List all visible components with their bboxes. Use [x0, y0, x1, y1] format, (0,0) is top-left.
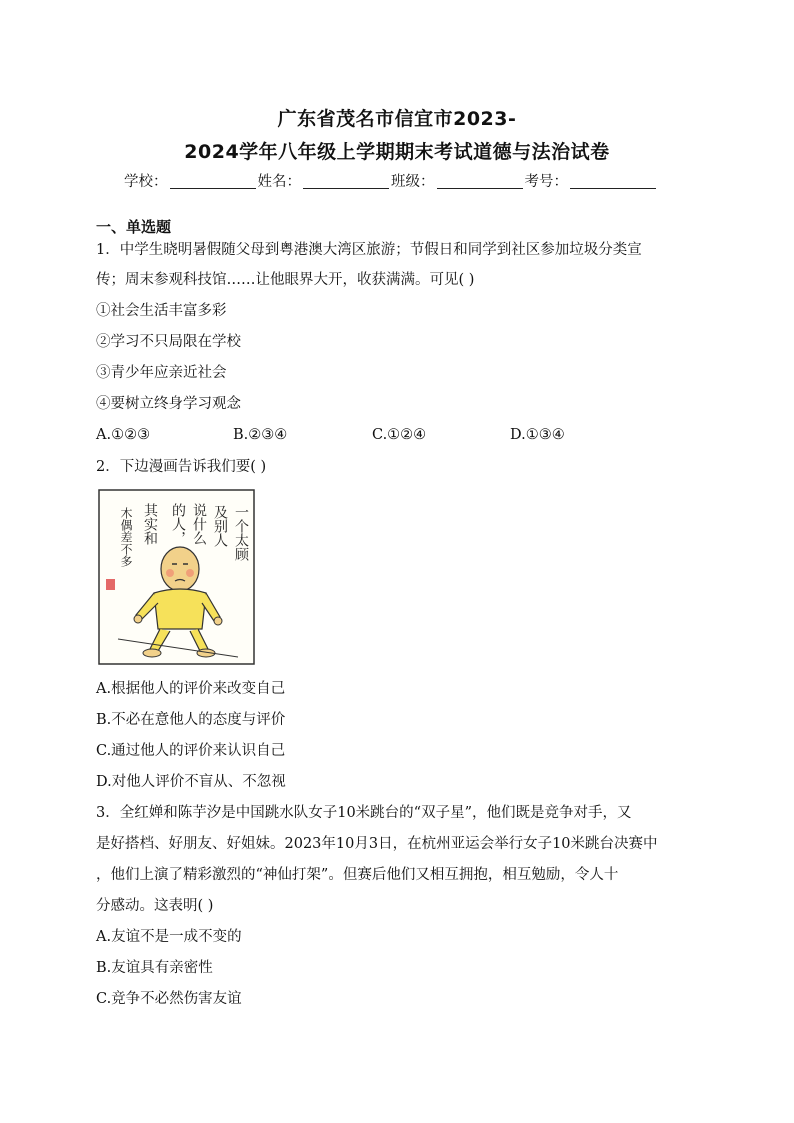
school-field — [124, 170, 258, 191]
q1-item-2: ②学习不只局限在学校 — [96, 334, 241, 350]
q1-option-d[interactable]: D.①③④ — [510, 427, 565, 443]
q2-option-c[interactable]: C.通过他人的评价来认识自己 — [96, 743, 286, 759]
exam-number-field — [525, 170, 659, 191]
q1-stem-line1: 1．中学生晓明暑假随父母到粤港澳大湾区旅游；节假日和同学到社区参加垃圾分类宣 — [96, 242, 642, 258]
q1-item-1: ①社会生活丰富多彩 — [96, 303, 227, 319]
cartoon-text-col2: 及别人 — [212, 505, 228, 547]
q3-option-b[interactable]: B.友谊具有亲密性 — [96, 960, 213, 976]
q2-option-a[interactable]: A.根据他人的评价来改变自己 — [96, 681, 286, 697]
q2-option-b[interactable]: B.不必在意他人的态度与评价 — [96, 712, 286, 728]
q1-stem-line2: 传；周末参观科技馆……让他眼界大开，收获满满。可见( ) — [96, 272, 475, 288]
q3-stem-line2: 是好搭档、好朋友、好姐妹。2023年10月3日，在杭州亚运会举行女子10米跳台决赛中 — [96, 836, 658, 852]
q1-item-4: ④要树立终身学习观念 — [96, 396, 241, 412]
cartoon-text-col3: 说什么 — [191, 503, 207, 545]
student-info-row — [124, 170, 658, 191]
class-field — [391, 170, 525, 191]
cartoon-text-col5: 其实和 — [142, 503, 158, 545]
q3-stem-line3: ，他们上演了精彩激烈的“神仙打架”。但赛后他们又相互拥抱，相互勉励，令人十 — [96, 867, 619, 883]
section-heading: 一、单选题 — [96, 218, 172, 236]
name-field — [258, 170, 392, 191]
cartoon-image — [98, 489, 255, 665]
class-blank[interactable] — [437, 174, 523, 189]
exam-number-label: 考号： — [524, 174, 568, 190]
name-label: 姓名： — [257, 174, 301, 190]
q3-stem-line4: 分感动。这表明( ) — [96, 898, 214, 914]
q3-option-c[interactable]: C.竞争不必然伤害友谊 — [96, 991, 242, 1007]
school-blank[interactable] — [170, 174, 256, 189]
name-blank[interactable] — [303, 174, 389, 189]
q1-option-b[interactable]: B.②③④ — [233, 427, 288, 443]
q2-option-d[interactable]: D.对他人评价不盲从、不忽视 — [96, 774, 286, 790]
q1-option-a[interactable]: A.①②③ — [96, 427, 151, 443]
exam-title-line1: 广东省茂名市信宜市2023- — [277, 108, 517, 130]
q3-option-a[interactable]: A.友谊不是一成不变的 — [96, 929, 242, 945]
q1-item-3: ③青少年应亲近社会 — [96, 365, 227, 381]
q3-stem-line1: 3．全红婵和陈芋汐是中国跳水队女子10米跳台的“双子星”，他们既是竞争对手，又 — [96, 805, 632, 821]
exam-number-blank[interactable] — [570, 174, 656, 189]
cartoon-text-col1: 一个太顾 — [233, 505, 249, 561]
q1-option-c[interactable]: C.①②④ — [372, 427, 427, 443]
class-label: 班级： — [391, 174, 435, 190]
cartoon-text-col4: 的人， — [170, 503, 186, 545]
q2-stem: 2．下边漫画告诉我们要( ) — [96, 459, 267, 475]
cartoon-text-col6: 木偶差不多 — [119, 507, 133, 567]
exam-title-line2: 2024学年八年级上学期期末考试道德与法治试卷 — [184, 141, 610, 163]
school-label: 学校： — [124, 174, 168, 190]
